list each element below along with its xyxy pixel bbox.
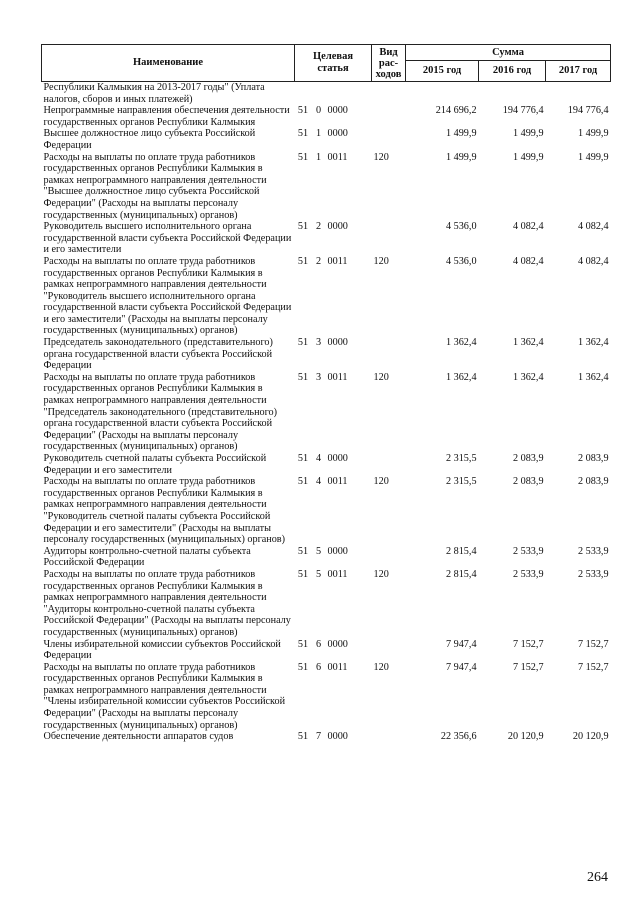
expense-kind — [372, 731, 406, 743]
expense-kind — [372, 453, 406, 476]
amount-2015: 4 536,0 — [445, 255, 477, 267]
target-article-part1: 51 — [297, 128, 309, 140]
amount-2016: 1 499,9 — [512, 151, 544, 163]
table-row — [42, 105, 611, 128]
table-row — [42, 639, 611, 662]
header-target-article: Целевая статья — [295, 45, 372, 82]
target-article-part3: 0000 — [327, 105, 348, 117]
target-article-part2 — [312, 82, 326, 106]
expense-kind: 120 — [373, 255, 389, 267]
amount-2016: 4 082,4 — [512, 221, 544, 233]
target-article-part2: 5 — [315, 545, 322, 557]
target-article-part2: 2 — [315, 221, 322, 233]
target-article-part2: 2 — [315, 255, 322, 267]
target-article-part3: 0000 — [327, 337, 348, 349]
amount-2016: 1 362,4 — [512, 337, 544, 349]
target-article-part3: 0000 — [327, 545, 348, 557]
table-header — [42, 45, 611, 82]
target-article-part1 — [295, 82, 312, 106]
table-row — [42, 662, 611, 732]
amount-2017: 7 152,7 — [578, 638, 609, 650]
row-name: Высшее должностное лицо субъекта Российской Федерации — [43, 128, 256, 151]
amount-2016: 194 776,4 — [502, 105, 544, 117]
amount-2017: 1 499,9 — [578, 151, 609, 163]
target-article-part3: 0000 — [327, 638, 348, 650]
amount-2016: 7 152,7 — [512, 661, 544, 673]
target-article-part1: 51 — [297, 568, 309, 580]
amount-2017: 4 082,4 — [578, 221, 609, 233]
row-name: Обеспечение деятельности аппаратов судов — [43, 731, 234, 743]
amount-2015 — [406, 82, 479, 106]
amount-2017: 2 083,9 — [578, 453, 609, 464]
target-article-part1: 51 — [297, 371, 309, 383]
target-article-part3: 0000 — [327, 221, 348, 233]
amount-2017: 2 533,9 — [578, 545, 609, 557]
row-name: Расходы на выплаты по оплате труда работников государственных органов Республики Калмыкия в рамках непрограммного направления деятельности "Председатель законодательного (представительного) органа государственной власти субъекта Российской Федерации" (Расходы на выплаты персоналу государственных (муниципальных) органов) — [43, 371, 278, 453]
target-article-part1: 51 — [297, 221, 309, 233]
expense-kind: 120 — [373, 568, 389, 580]
page-number: 264 — [587, 870, 608, 885]
row-name: Непрограммные направления обеспечения деятельности государственных органов Республики Калмыкия — [43, 105, 290, 128]
amount-2015: 7 947,4 — [445, 638, 477, 650]
expense-kind: 120 — [373, 151, 389, 163]
target-article-part3: 0011 — [327, 476, 348, 488]
header-year-2017: 2017 год — [546, 61, 611, 82]
target-article-part3: 0011 — [327, 371, 348, 383]
amount-2015: 1 362,4 — [445, 337, 477, 349]
target-article-part1: 51 — [297, 105, 309, 117]
amount-2016: 2 533,9 — [512, 568, 544, 580]
target-article-part2: 3 — [315, 371, 322, 383]
table-row — [42, 476, 611, 546]
header-expense-kind: Вид рас- ходов — [372, 45, 406, 82]
amount-2017 — [546, 82, 611, 106]
amount-2015: 22 356,6 — [440, 731, 477, 743]
amount-2015: 7 947,4 — [445, 661, 477, 673]
target-article-part3: 0011 — [327, 255, 348, 267]
target-article-part2: 1 — [315, 128, 322, 140]
expense-kind — [372, 546, 406, 569]
row-name: Руководитель высшего исполнительного органа государственной власти субъекта Российской Федерации и его заместители — [43, 221, 292, 256]
expense-kind: 120 — [373, 476, 389, 488]
header-sum: Сумма — [406, 45, 611, 61]
amount-2015: 1 499,9 — [445, 128, 477, 140]
target-article-part3: 0000 — [327, 453, 348, 464]
amount-2017: 2 533,9 — [578, 568, 609, 580]
amount-2017: 2 083,9 — [578, 476, 609, 488]
target-article-part3 — [326, 82, 372, 106]
amount-2017: 4 082,4 — [578, 255, 609, 267]
expense-kind: 120 — [373, 661, 389, 673]
amount-2017: 1 362,4 — [578, 371, 609, 383]
target-article-part2: 5 — [315, 568, 322, 580]
expense-kind — [372, 639, 406, 662]
target-article-part3: 0000 — [327, 731, 348, 743]
target-article-part3: 0000 — [327, 128, 348, 140]
amount-2015: 1 499,9 — [445, 151, 477, 163]
expense-kind — [372, 337, 406, 372]
target-article-part2: 6 — [315, 638, 322, 650]
table-row — [42, 256, 611, 337]
table-row — [42, 128, 611, 151]
expense-kind — [372, 82, 406, 106]
row-name: Члены избирательной комиссии субъектов Российской Федерации — [43, 638, 281, 662]
amount-2016: 4 082,4 — [512, 255, 544, 267]
amount-2015: 2 815,4 — [445, 545, 477, 557]
row-name: Председатель законодательного (представительного) органа государственной власти субъекта Российской Федерации — [43, 337, 273, 372]
target-article-part1: 51 — [297, 476, 309, 488]
amount-2015: 2 315,5 — [445, 476, 477, 488]
amount-2017: 1 499,9 — [578, 128, 609, 140]
table-row — [42, 372, 611, 453]
amount-2015: 4 536,0 — [445, 221, 477, 233]
amount-2017: 7 152,7 — [578, 661, 609, 673]
header-year-2016: 2016 год — [479, 61, 546, 82]
target-article-part3: 0011 — [327, 151, 348, 163]
table-row — [42, 82, 611, 106]
target-article-part1: 51 — [297, 731, 309, 743]
row-name: Расходы на выплаты по оплате труда работников государственных органов Республики Калмыкия в рамках непрограммного направления деятельности "Высшее должностное лицо субъекта Российской Федерации" (Расходы на выплаты персоналу государственных (муниципальных) органов) — [43, 151, 267, 221]
row-name: Руководитель счетной палаты субъекта Российской Федерации и его заместители — [43, 453, 267, 476]
table-row — [42, 731, 611, 743]
header-year-2015: 2015 год — [406, 61, 479, 82]
target-article-part1: 51 — [297, 151, 309, 163]
header-name: Наименование — [42, 45, 295, 82]
amount-2017: 1 362,4 — [578, 337, 609, 349]
amount-2016: 2 083,9 — [512, 453, 544, 464]
target-article-part1: 51 — [297, 453, 309, 464]
table-row — [42, 337, 611, 372]
row-name: Расходы на выплаты по оплате труда работников государственных органов Республики Калмыкия в рамках непрограммного направления деятельности "Руководитель высшего исполнительного органа государственной власти субъекта Российской Федерации и его заместители" (Расходы на выплаты персоналу государственных (муниципальных) органов) — [43, 255, 292, 337]
expense-kind: 120 — [373, 371, 389, 383]
row-name: Аудиторы контрольно-счетной палаты субъекта Российской Федерации — [43, 545, 251, 569]
amount-2015: 1 362,4 — [445, 371, 477, 383]
expense-kind — [372, 221, 406, 256]
target-article-part2: 4 — [315, 476, 322, 488]
target-article-part3: 0011 — [327, 661, 348, 673]
target-article-part2: 7 — [315, 731, 322, 743]
expense-kind — [372, 128, 406, 151]
table-row — [42, 152, 611, 222]
amount-2017: 194 776,4 — [567, 105, 609, 117]
amount-2015: 2 315,5 — [445, 453, 477, 464]
target-article-part1: 51 — [297, 661, 309, 673]
target-article-part1: 51 — [297, 337, 309, 349]
amount-2015: 214 696,2 — [435, 105, 477, 117]
table-row — [42, 453, 611, 476]
target-article-part1: 51 — [297, 638, 309, 650]
table-row — [42, 569, 611, 639]
target-article-part2: 0 — [315, 105, 322, 117]
row-name: Расходы на выплаты по оплате труда работников государственных органов Республики Калмыкия в рамках непрограммного направления деятельности "Члены избирательной комиссии субъектов Российской Федерации" (Расходы на выплаты персоналу государственных (муниципальных) органов) — [43, 661, 286, 731]
amount-2016: 7 152,7 — [512, 638, 544, 650]
amount-2016: 20 120,9 — [507, 731, 544, 743]
target-article-part2: 1 — [315, 151, 322, 163]
target-article-part1: 51 — [297, 545, 309, 557]
row-name: Республики Калмыкия на 2013-2017 годы" (Уплата налогов, сборов и иных платежей) — [43, 82, 265, 105]
row-name: Расходы на выплаты по оплате труда работников государственных органов Республики Калмыкия в рамках непрограммного направления деятельности "Руководитель счетной палаты субъекта Российской Федерации и его заместители" (Расходы на выплаты персоналу государственных (муниципальных) органов) — [43, 476, 286, 546]
table-body — [42, 82, 611, 743]
amount-2016: 2 533,9 — [512, 545, 544, 557]
target-article-part3: 0011 — [327, 568, 348, 580]
amount-2016: 2 083,9 — [512, 476, 544, 488]
row-name: Расходы на выплаты по оплате труда работников государственных органов Республики Калмыкия в рамках непрограммного направления деятельности "Аудиторы контрольно-счетной палаты субъекта Российской Федерации" (Расходы на выплаты персоналу государственных (муниципальных) органов) — [43, 568, 291, 638]
amount-2015: 2 815,4 — [445, 568, 477, 580]
target-article-part2: 6 — [315, 661, 322, 673]
budget-table — [41, 44, 611, 743]
target-article-part2: 3 — [315, 337, 322, 349]
target-article-part1: 51 — [297, 255, 309, 267]
table-row — [42, 546, 611, 569]
target-article-part2: 4 — [315, 453, 322, 464]
amount-2017: 20 120,9 — [572, 731, 609, 743]
amount-2016: 1 362,4 — [512, 371, 544, 383]
amount-2016: 1 499,9 — [512, 128, 544, 140]
expense-kind — [372, 105, 406, 128]
amount-2016 — [479, 82, 546, 106]
table-row — [42, 221, 611, 256]
